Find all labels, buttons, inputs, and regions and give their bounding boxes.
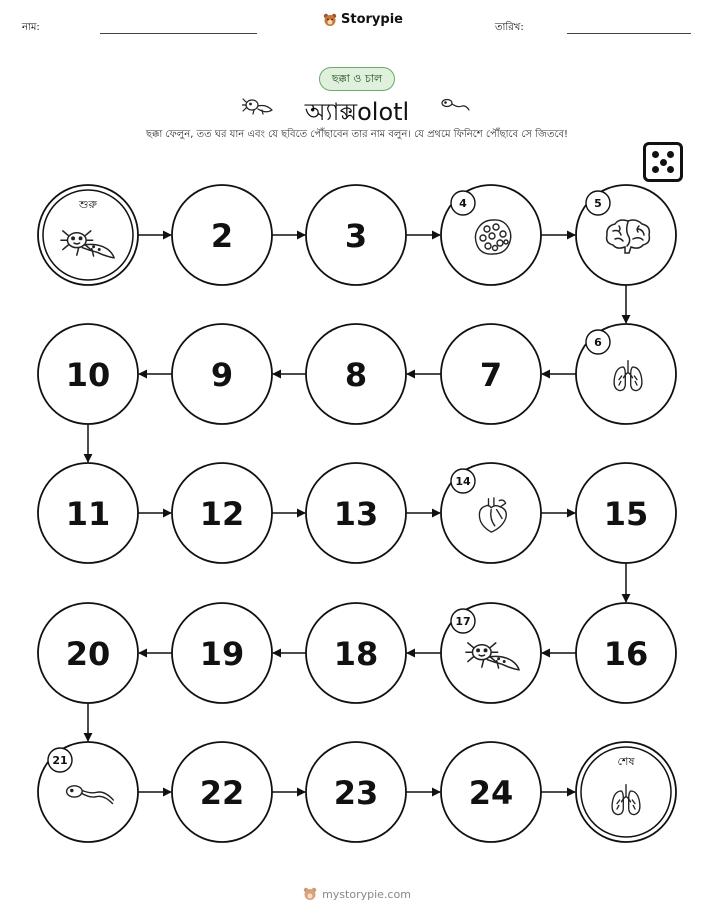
cell-number: 22 [199,774,245,812]
board-cell-18 [306,603,406,703]
cell-number: 11 [65,495,111,533]
game-type-badge: ছক্কা ও চাল [319,67,395,91]
board-cell-22 [172,742,272,842]
cell-number-badge: 14 [455,475,471,488]
footer [0,887,714,901]
board-cell-25 [576,742,676,842]
cell-number-badge: 4 [459,197,467,210]
cell-number: 13 [333,495,379,533]
board-cell-12 [172,463,272,563]
cell-number: 23 [333,774,379,812]
date-label: তারিখ: [495,22,524,33]
board-cell-24 [441,742,541,842]
board-cell-7 [441,324,541,424]
cell-number: 12 [199,495,245,533]
bear-icon [303,887,317,901]
board-cell-1 [38,185,138,285]
board-cell-2 [172,185,272,285]
cell-number-badge: 17 [455,615,471,628]
cell-number-badge: 5 [594,197,602,210]
cell-number-badge: 6 [594,336,602,349]
board-cell-8 [306,324,406,424]
board-cell-3 [306,185,406,285]
cell-number: 15 [603,495,649,533]
board-cell-13 [306,463,406,563]
board-cell-5 [576,185,676,285]
brand-name: Storypie [341,12,403,27]
name-label: নাম: [22,22,40,33]
cell-number: 18 [333,635,379,673]
board-cell-21 [38,742,138,842]
board-cell-17 [441,603,541,703]
cell-number: 7 [479,356,503,394]
board-cell-19 [172,603,272,703]
cell-number: 19 [199,635,245,673]
board-cell-20 [38,603,138,703]
cell-number: 16 [603,635,649,673]
board-cell-16 [576,603,676,703]
cell-number: 20 [65,635,111,673]
end-label: শেষ [617,755,635,768]
board-cell-11 [38,463,138,563]
cell-number: 10 [65,356,111,394]
board-cell-15 [576,463,676,563]
cell-number: 8 [344,356,368,394]
board-cell-10 [38,324,138,424]
cell-number: 3 [344,217,368,255]
cell-number-badge: 21 [52,754,68,767]
cell-number: 2 [210,217,234,255]
cell-number: 24 [468,774,514,812]
board-cell-23 [306,742,406,842]
board-cell-9 [172,324,272,424]
board-cell-6 [576,324,676,424]
start-label: শুরু [79,198,97,211]
board-cell-4 [441,185,541,285]
board-cell-14 [441,463,541,563]
instructions: ছক্কা ফেলুন, তত ঘর যান এবং যে ছবিতে পৌঁছাবেন তার নাম বলুন। যে প্রথমে ফিনিশে পৌঁছাবে সে জিতবে! [145,129,569,140]
cell-number: 9 [210,356,234,394]
page-title: অ্যাক্সolotl [304,98,410,126]
footer-url[interactable]: mystorypie.com [322,887,411,901]
